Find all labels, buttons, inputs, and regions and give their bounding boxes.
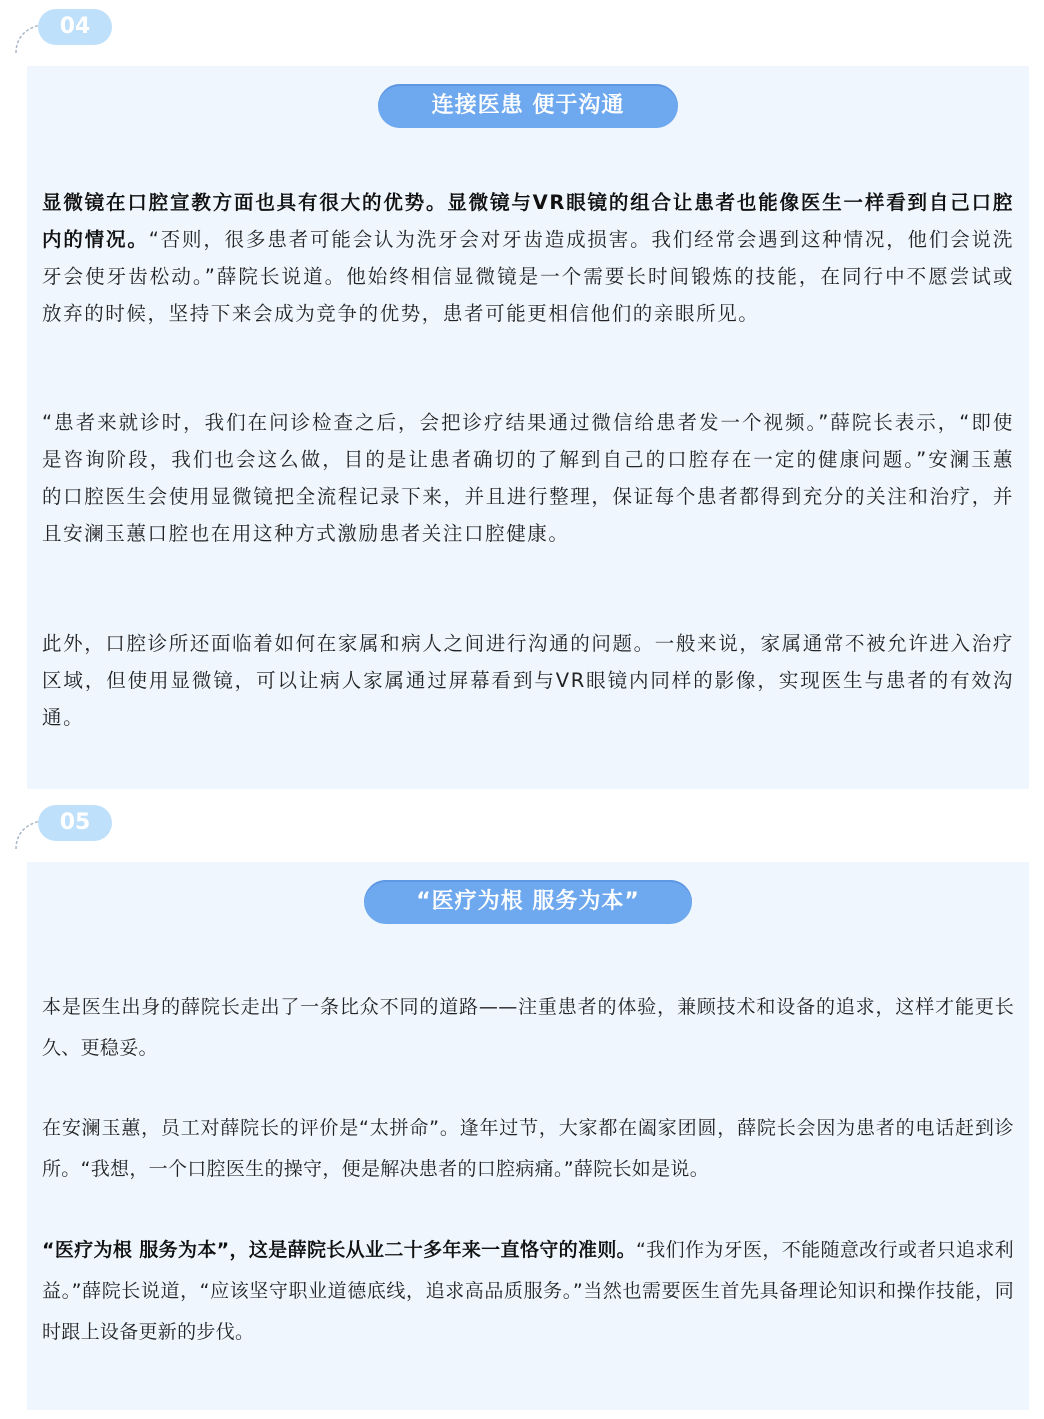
paragraph-bold-lead: “医疗为根 服务为本”，这是薛院长从业二十多年来一直恪守的准则。 bbox=[42, 1239, 637, 1261]
section-04-header bbox=[0, 9, 1044, 69]
paragraph bbox=[42, 625, 1014, 736]
paragraph-text: “否则，很多患者可能会认为洗牙会对牙齿造成损害。我们经常会遇到这种情况，他们会说洗牙会使牙齿松动。”薛院长说道。他始终相信显微镜是一个需要长时间锻炼的技能，在同行中不愿尝试或放弃的时候，坚持下来会成为竞争的优势，患者可能更相信他们的亲眼所见。 bbox=[42, 228, 1014, 325]
paragraph bbox=[42, 1230, 1014, 1353]
paragraph-text: “我们作为牙医，不能随意改行或者只追求利益。”薛院长说道，“应该坚守职业道德底线，追求高品质服务。”当然也需要医生首先具备理论知识和操作技能，同时跟上设备更新的步伐。 bbox=[42, 1239, 1014, 1343]
paragraph bbox=[42, 1108, 1014, 1190]
section-title: 连接医患 便于沟通 bbox=[378, 84, 678, 128]
section-number-badge: 04 bbox=[38, 9, 112, 45]
paragraph bbox=[42, 184, 1014, 332]
section-title: “医疗为根 服务为本” bbox=[364, 880, 692, 924]
paragraph-bold-lead: 显微镜在口腔宣教方面也具有很大的优势。显微镜与VR眼镜的组合让患者也能像医生一样看到自己口腔内的情况。 bbox=[42, 191, 1014, 251]
paragraph bbox=[42, 987, 1014, 1069]
section-number-badge: 05 bbox=[38, 805, 112, 841]
paragraph-text: 本是医生出身的薛院长走出了一条比众不同的道路——注重患者的体验，兼顾技术和设备的追求，这样才能更长久、更稳妥。 bbox=[42, 996, 1014, 1059]
paragraph-text: 此外，口腔诊所还面临着如何在家属和病人之间进行沟通的问题。一般来说，家属通常不被允许进入治疗区域，但使用显微镜，可以让病人家属通过屏幕看到与VR眼镜内同样的影像，实现医生与患者的有效沟通。 bbox=[42, 632, 1014, 729]
section-05-header bbox=[0, 805, 1044, 865]
paragraph-text: 在安澜玉蕙，员工对薛院长的评价是“太拼命”。逢年过节，大家都在阖家团圆，薛院长会因为患者的电话赶到诊所。“我想，一个口腔医生的操守，便是解决患者的口腔病痛。”薛院长如是说。 bbox=[42, 1117, 1014, 1180]
paragraph-text: “患者来就诊时，我们在问诊检查之后，会把诊疗结果通过微信给患者发一个视频。”薛院长表示，“即使是咨询阶段，我们也会这么做，目的是让患者确切的了解到自己的口腔存在一定的健康问题。”安澜玉蕙的口腔医生会使用显微镜把全流程记录下来，并且进行整理，保证每个患者都得到充分的关注和治疗，并且安澜玉蕙口腔也在用这种方式激励患者关注口腔健康。 bbox=[42, 411, 1014, 545]
section-04-panel bbox=[27, 66, 1029, 789]
section-05-panel bbox=[27, 862, 1029, 1410]
paragraph bbox=[42, 404, 1014, 552]
